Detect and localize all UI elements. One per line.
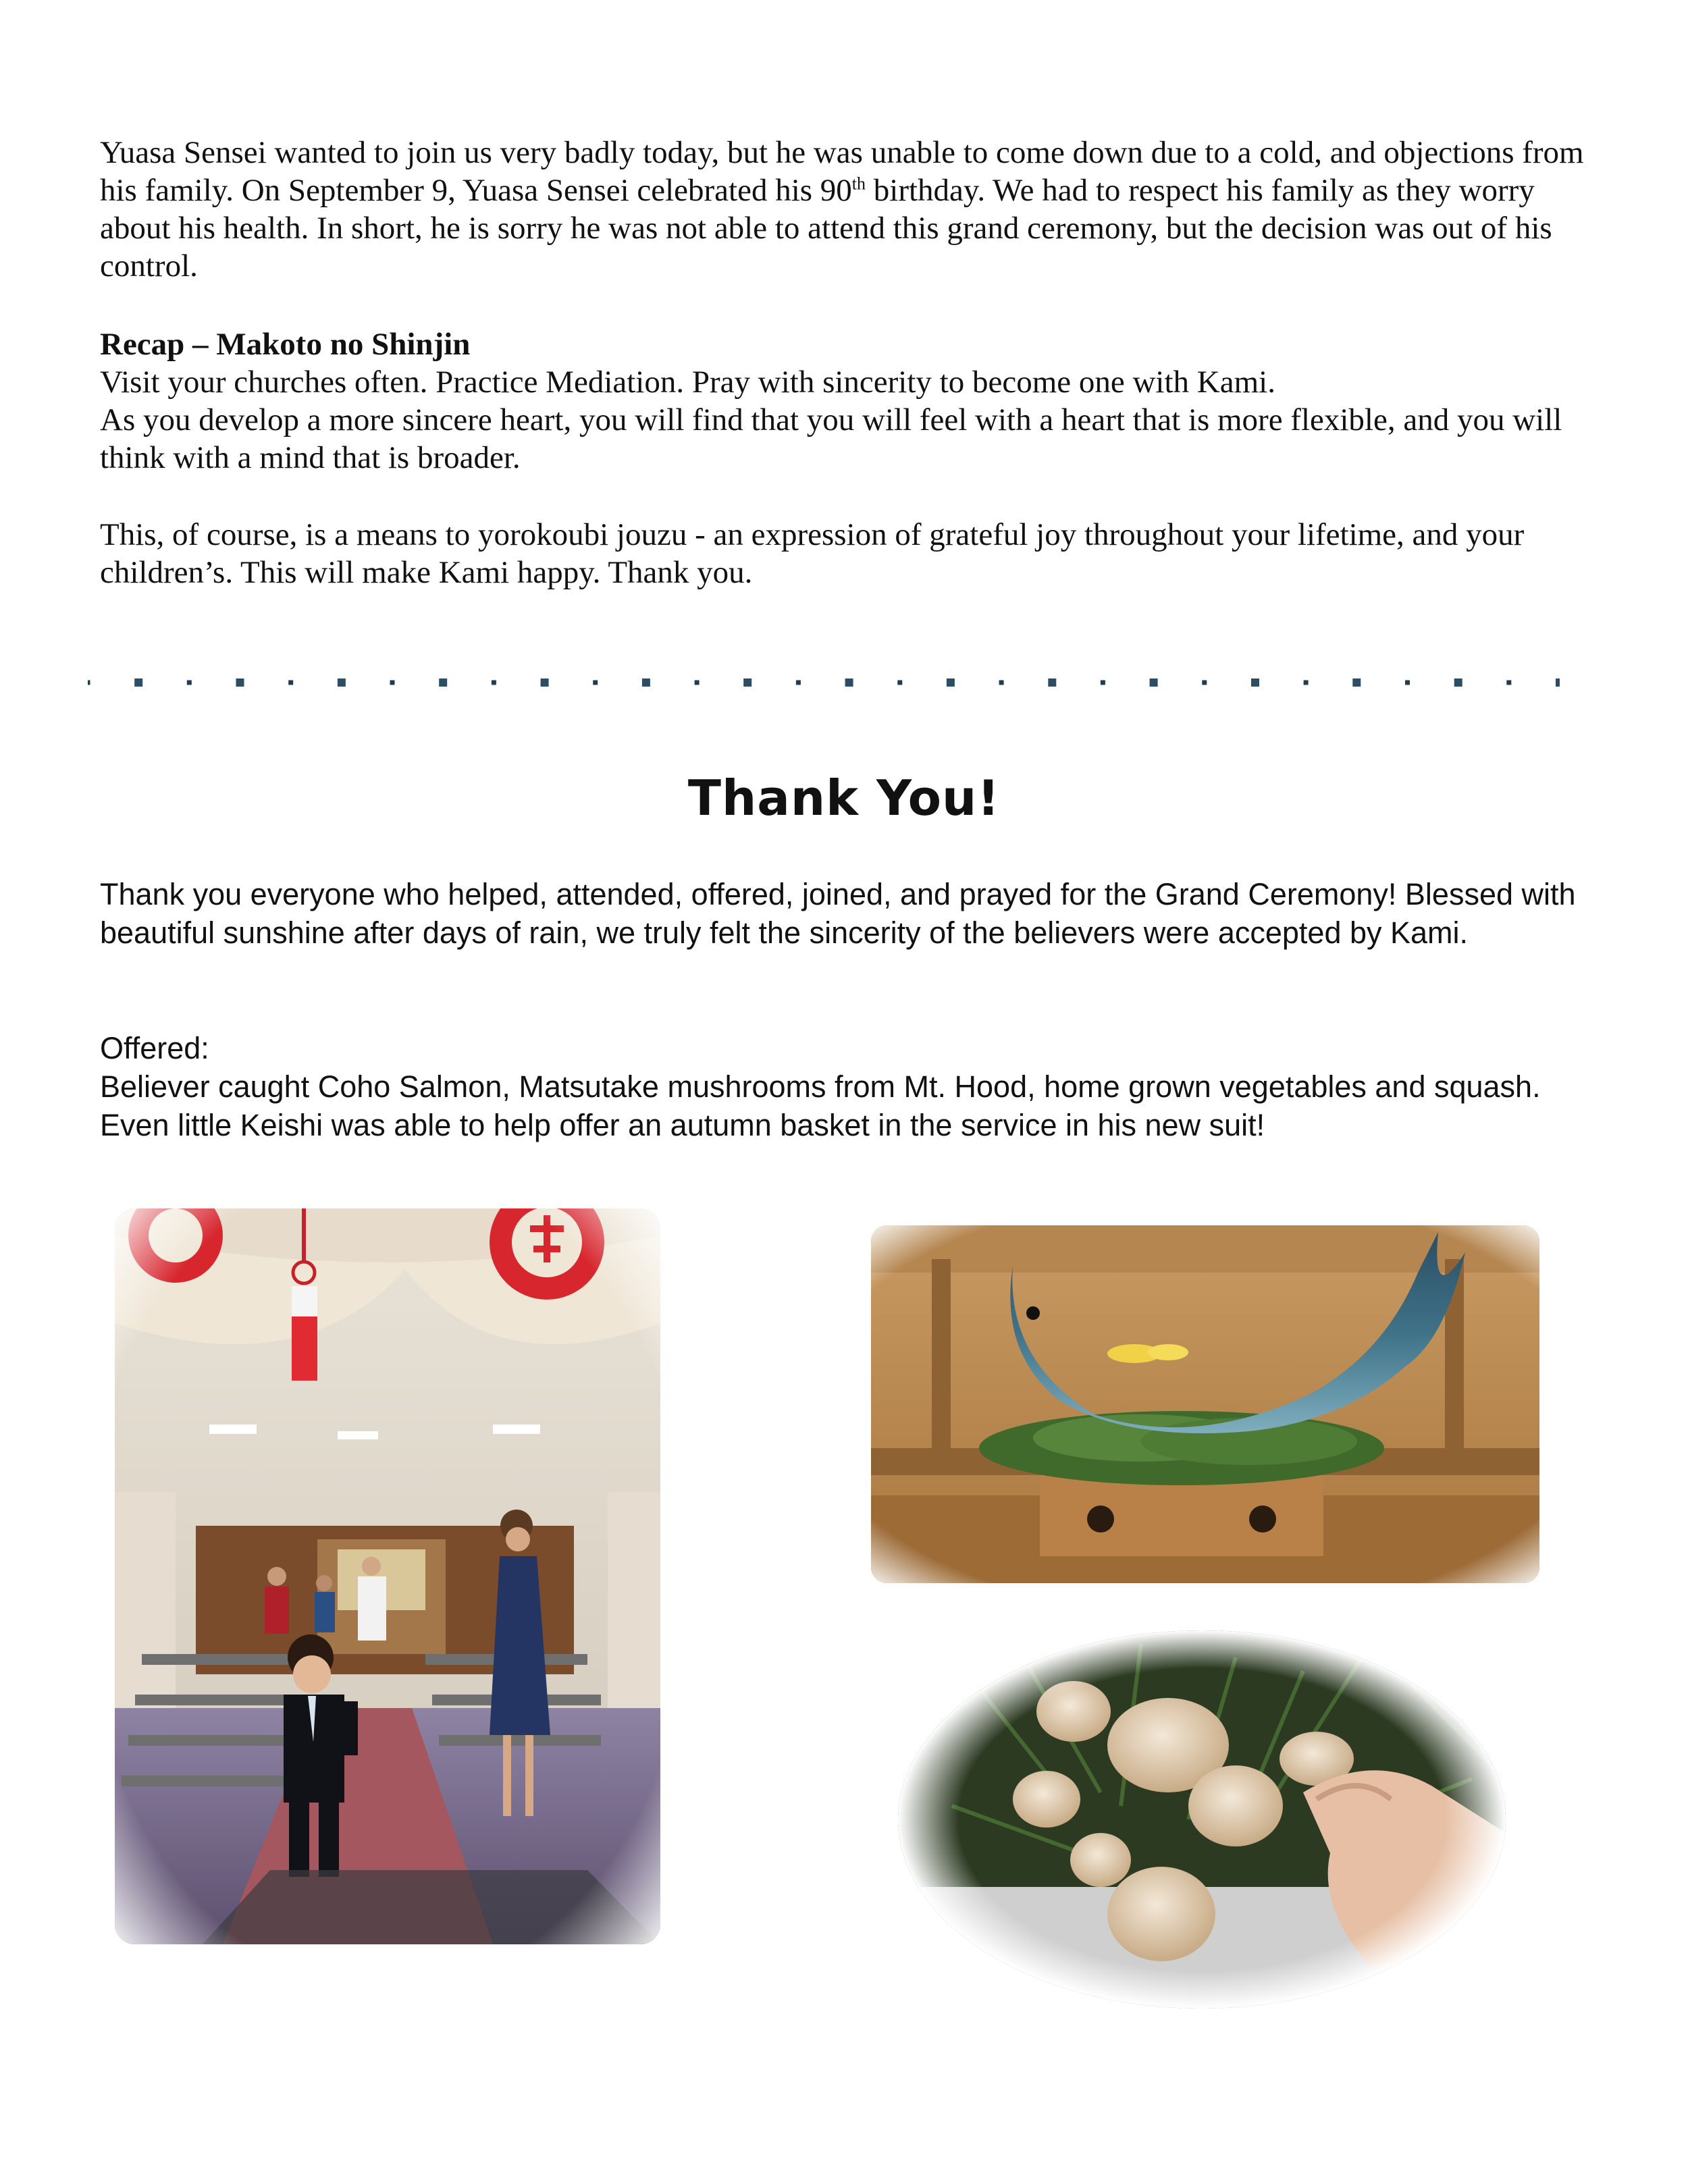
thank-you-title: Thank You! bbox=[687, 770, 1001, 826]
salmon-offering-image bbox=[871, 1225, 1539, 1583]
divider-dot bbox=[1101, 681, 1105, 685]
divider-dot bbox=[1352, 678, 1361, 687]
divider-dot bbox=[642, 678, 650, 687]
divider-dot bbox=[288, 681, 293, 685]
divider-dot bbox=[845, 678, 853, 687]
divider-dot bbox=[236, 678, 244, 687]
divider-dot bbox=[492, 681, 496, 685]
divider-dot bbox=[338, 678, 346, 687]
intro-text-b: birthday. We had to respect his family as they worry about his health. In short, he is sorry he was not able to attend this grand ceremony, but the decision was out of his control. bbox=[100, 173, 1552, 284]
divider-dot bbox=[796, 681, 801, 685]
divider-dot bbox=[187, 681, 192, 685]
intro-text-a: Yuasa Sensei wanted to join us very badly today, but he was unable to come down due to a cold, and objections from his family. On September 9, Yuasa Sensei celebrated his 90 bbox=[100, 135, 1584, 208]
divider-dot bbox=[1202, 681, 1207, 685]
recap-heading: Recap – Makoto no Shinjin bbox=[100, 327, 471, 362]
matsutake-mushrooms-image bbox=[898, 1630, 1506, 2008]
divider-dot bbox=[1251, 678, 1259, 687]
divider-dot bbox=[88, 681, 90, 685]
divider-dot bbox=[1454, 678, 1462, 687]
divider-dot bbox=[390, 681, 395, 685]
divider-dot bbox=[999, 681, 1004, 685]
grateful-paragraph: This, of course, is a means to yorokoubi jouzu - an expression of grateful joy throughout your lifetime, and your children’s. This will make Kami happy. Thank you. bbox=[100, 517, 1525, 590]
divider-dot bbox=[1150, 678, 1158, 687]
divider-dot bbox=[743, 678, 751, 687]
divider-dot bbox=[897, 681, 902, 685]
divider-dot bbox=[947, 678, 955, 687]
matsutake-mushrooms-photo bbox=[898, 1630, 1506, 2008]
ordinal-suffix: th bbox=[851, 174, 866, 194]
divider-dot bbox=[695, 681, 700, 685]
divider-dot bbox=[541, 678, 549, 687]
church-interior-image bbox=[115, 1208, 660, 1944]
divider-dot bbox=[439, 678, 447, 687]
divider-dot bbox=[1506, 681, 1511, 685]
recap-line-1: Visit your churches often. Practice Mediation. Pray with sincerity to become one with Kami. bbox=[100, 365, 1275, 400]
offered-body: Believer caught Coho Salmon, Matsutake mushrooms from Mt. Hood, home grown vegetables and squash. Even little Keishi was able to help offer an autumn basket in the service in his new suit! bbox=[100, 1069, 1541, 1142]
divider-dot bbox=[134, 678, 142, 687]
thank-you-body: Thank you everyone who helped, attended, offered, joined, and prayed for the Grand Ceremony! Blessed with beautiful sunshine after days of rain, we truly felt the sincerity of the believers were accepted by Kami. bbox=[100, 877, 1576, 950]
divider-dot bbox=[1048, 678, 1056, 687]
salmon-offering-photo bbox=[871, 1225, 1539, 1583]
church-interior-photo bbox=[115, 1208, 660, 1944]
offered-label: Offered: bbox=[100, 1031, 209, 1065]
divider-dot bbox=[1405, 681, 1410, 685]
divider-dot bbox=[593, 681, 598, 685]
divider-dot bbox=[1304, 681, 1309, 685]
recap-body bbox=[100, 363, 1595, 477]
dotted-divider bbox=[88, 675, 1560, 690]
intro-paragraph bbox=[100, 134, 1595, 285]
recap-line-2: As you develop a more sincere heart, you will find that you will feel with a heart that is more flexible, and you will think with a mind that is broader. bbox=[100, 402, 1562, 475]
divider-dot bbox=[1556, 678, 1560, 687]
